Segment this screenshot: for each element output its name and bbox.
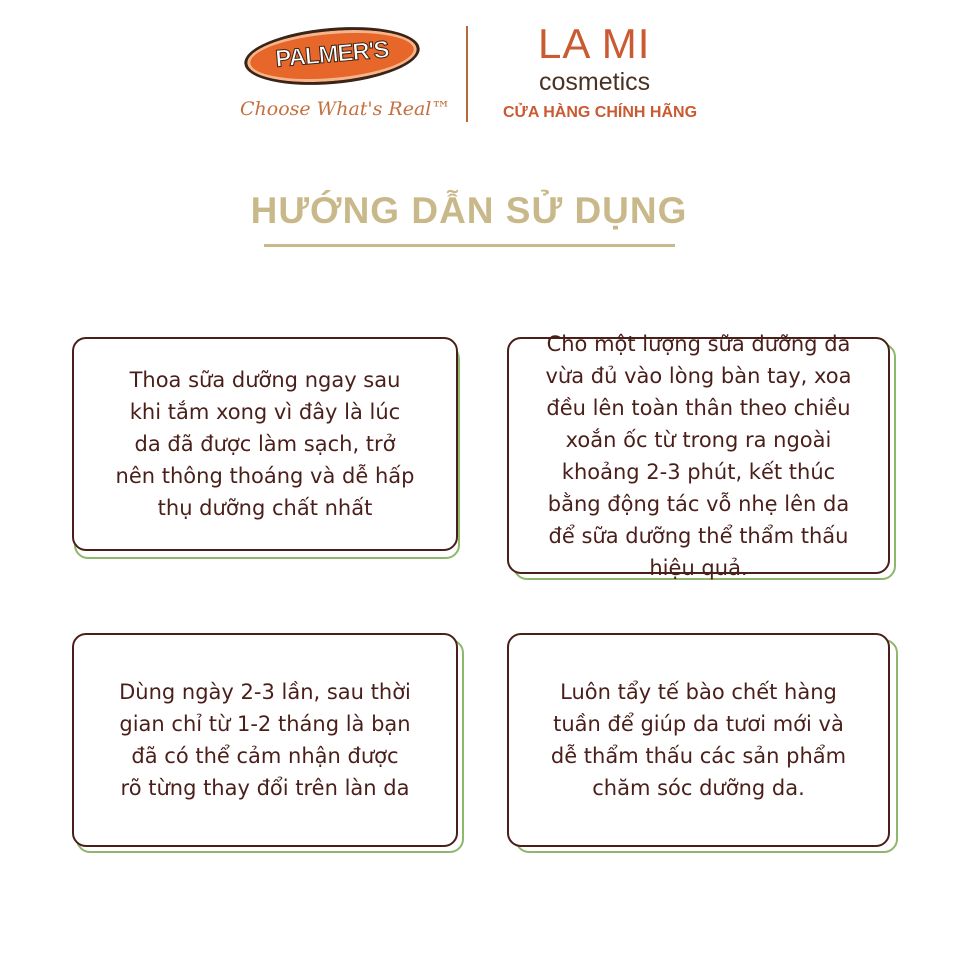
instruction-card-4: [507, 633, 890, 847]
lami-subtitle: cosmetics: [539, 68, 651, 96]
card-text: Dùng ngày 2-3 lần, sau thời gian chỉ từ 1-2 tháng là bạn đã có thể cảm nhận được rõ từng thay đổi trên làn da: [119, 680, 411, 800]
instruction-card-2: [507, 331, 890, 580]
lami-brand-name: LA MI: [538, 20, 651, 67]
card-frame: [507, 331, 890, 580]
card-frame: [72, 633, 458, 847]
card-text: Cho một lượng sữa dưỡng da vừa đủ vào lòng bàn tay, xoa đều lên toàn thân theo chiều xoắn ốc từ trong ra ngoài khoảng 2-3 phút, kết thúc bằng động tác vỗ nhẹ lên da để sữa dưỡng thể thẩm thấu hiệu quả.: [545, 331, 852, 580]
palmers-logo: [238, 28, 451, 128]
palmers-brand-name: PALMER'S: [274, 36, 390, 73]
lami-store-label: CỬA HÀNG CHÍNH HÃNG: [503, 104, 698, 121]
title-underline: [264, 244, 675, 247]
logo-divider: [466, 26, 468, 122]
card-frame: [72, 337, 458, 551]
instruction-card-3: [72, 633, 458, 847]
page-title: HƯỚNG DẪN SỬ DỤNG: [250, 190, 688, 231]
card-text: Thoa sữa dưỡng ngay sau khi tắm xong vì đây là lúc da đã được làm sạch, trở nên thông thoáng và dễ hấp thụ dưỡng chất nhất: [115, 368, 415, 520]
instruction-card-1: [72, 337, 458, 551]
card-frame: [507, 633, 890, 847]
palmers-tagline: Choose What's Real™: [240, 98, 451, 120]
card-text: Luôn tẩy tế bào chết hàng tuần để giúp da tươi mới và dễ thẩm thấu các sản phẩm chăm sóc dưỡng da.: [550, 680, 847, 800]
